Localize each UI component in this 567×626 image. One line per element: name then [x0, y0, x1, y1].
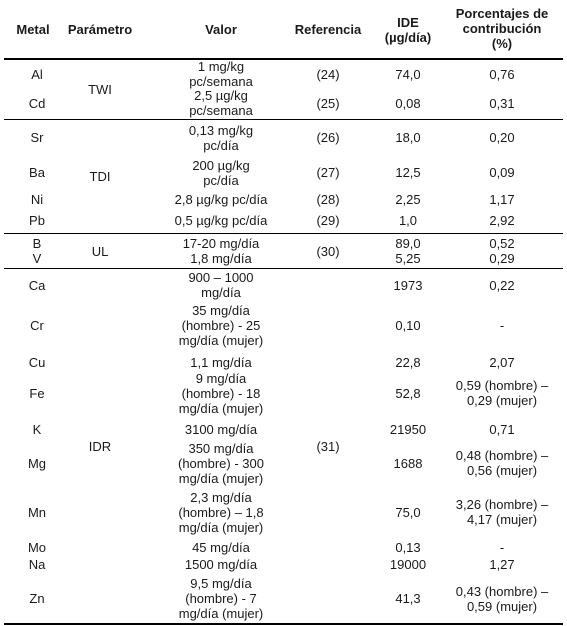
- metal-cell: V: [32, 251, 42, 266]
- metal-cell: Mn: [27, 505, 47, 520]
- ide-cell: 74,0: [395, 67, 421, 82]
- porcentaje-cell: -: [499, 318, 505, 333]
- metal-cell: Mo: [27, 540, 47, 555]
- porcentaje-cell: 0,48 (hombre) – 0,56 (mujer): [455, 448, 549, 478]
- ide-cell: 21950: [389, 422, 427, 437]
- parametro-cell: IDR: [88, 439, 112, 454]
- metal-cell: K: [32, 422, 42, 437]
- bottom-rule: [4, 623, 563, 625]
- ide-cell: 22,8: [395, 355, 421, 370]
- referencia-cell: (25): [316, 96, 340, 111]
- metal-cell: Cr: [30, 318, 44, 333]
- valor-cell: 3100 mg/día: [184, 422, 258, 437]
- valor-cell: 2,5 µg/kg pc/semana: [189, 88, 253, 118]
- parametro-cell: TWI: [88, 82, 112, 97]
- porcentaje-cell: 0,59 (hombre) – 0,29 (mujer): [455, 378, 549, 408]
- metal-cell: Cu: [28, 355, 46, 370]
- referencia-cell: (29): [316, 213, 340, 228]
- porcentaje-cell: 1,17: [489, 192, 515, 207]
- metal-cell: Na: [28, 557, 46, 572]
- metal-cell: Mg: [27, 456, 47, 471]
- metal-cell: Pb: [29, 213, 45, 228]
- metal-cell: B: [32, 236, 42, 251]
- ide-cell: 1688: [393, 456, 423, 471]
- referencia-cell: (31): [316, 439, 340, 454]
- porcentaje-cell: 2,07: [489, 355, 515, 370]
- header-metal: Metal: [16, 22, 50, 37]
- ide-cell: 89,0: [395, 236, 421, 251]
- metal-cell: Ni: [30, 192, 44, 207]
- valor-cell: 9 mg/día (hombre) - 18 mg/día (mujer): [178, 371, 264, 416]
- ide-cell: 1,0: [398, 213, 418, 228]
- ide-cell: 5,25: [395, 251, 421, 266]
- ide-cell: 1973: [393, 278, 423, 293]
- ide-cell: 18,0: [395, 130, 421, 145]
- header-valor: Valor: [205, 22, 237, 37]
- parametro-cell: TDI: [89, 169, 111, 184]
- valor-cell: 35 mg/día (hombre) - 25 mg/día (mujer): [178, 303, 264, 348]
- porcentaje-cell: 0,52: [489, 236, 515, 251]
- porcentaje-cell: 3,26 (hombre) – 4,17 (mujer): [455, 497, 549, 527]
- porcentaje-cell: 0,76: [489, 67, 515, 82]
- ide-cell: 0,08: [395, 96, 421, 111]
- header-porcentajes: Porcentajes de contribución (%): [455, 6, 549, 51]
- porcentaje-cell: 0,31: [489, 96, 515, 111]
- ide-cell: 41,3: [395, 591, 421, 606]
- porcentaje-cell: 0,71: [489, 422, 515, 437]
- metal-cell: Zn: [29, 591, 45, 606]
- porcentaje-cell: 2,92: [489, 213, 515, 228]
- referencia-cell: (24): [316, 67, 340, 82]
- valor-cell: 9,5 mg/día (hombre) - 7 mg/día (mujer): [178, 576, 264, 621]
- ide-cell: 2,25: [395, 192, 421, 207]
- referencia-cell: (27): [316, 165, 340, 180]
- valor-cell: 900 – 1000 mg/día: [188, 270, 254, 300]
- ide-cell: 19000: [389, 557, 427, 572]
- ide-cell: 0,10: [395, 318, 421, 333]
- metal-cell: Cd: [28, 96, 46, 111]
- ide-cell: 75,0: [395, 505, 421, 520]
- valor-cell: 45 mg/día: [192, 540, 250, 555]
- valor-cell: 0,13 mg/kg pc/día: [188, 123, 254, 153]
- valor-cell: 0,5 µg/kg pc/día: [174, 213, 268, 228]
- valor-cell: 1 mg/kg pc/semana: [189, 59, 253, 89]
- valor-cell: 1,1 mg/día: [190, 355, 252, 370]
- ide-cell: 52,8: [395, 386, 421, 401]
- ide-cell: 12,5: [395, 165, 421, 180]
- porcentaje-cell: 0,09: [489, 165, 515, 180]
- valor-cell: 200 µg/kg pc/día: [192, 158, 250, 188]
- porcentaje-cell: 0,20: [489, 130, 515, 145]
- referencia-cell: (30): [316, 244, 340, 259]
- group-divider: [4, 233, 563, 234]
- group-divider: [4, 268, 563, 269]
- referencia-cell: (28): [316, 192, 340, 207]
- metal-cell: Al: [31, 67, 43, 82]
- valor-cell: 350 mg/día (hombre) - 300 mg/día (mujer): [178, 441, 264, 486]
- porcentaje-cell: 0,29: [489, 251, 515, 266]
- valor-cell: 1500 mg/día: [184, 557, 258, 572]
- valor-cell: 2,3 mg/día (hombre) – 1,8 mg/día (mujer): [178, 490, 264, 535]
- valor-cell: 17-20 mg/día: [182, 236, 260, 251]
- porcentaje-cell: 0,22: [489, 278, 515, 293]
- referencia-cell: (26): [316, 130, 340, 145]
- porcentaje-cell: 1,27: [489, 557, 515, 572]
- metal-cell: Ca: [28, 278, 46, 293]
- header-ide: IDE (µg/día): [384, 15, 432, 45]
- header-parametro: Parámetro: [67, 22, 133, 37]
- ide-cell: 0,13: [395, 540, 421, 555]
- header-referencia: Referencia: [294, 22, 362, 37]
- valor-cell: 2,8 µg/kg pc/día: [174, 192, 268, 207]
- parametro-cell: UL: [91, 244, 109, 259]
- group-divider: [4, 119, 563, 120]
- metal-cell: Fe: [29, 386, 45, 401]
- valor-cell: 1,8 mg/día: [190, 251, 252, 266]
- porcentaje-cell: 0,43 (hombre) – 0,59 (mujer): [455, 584, 549, 614]
- metal-cell: Sr: [30, 130, 44, 145]
- metal-cell: Ba: [29, 165, 45, 180]
- porcentaje-cell: -: [499, 540, 505, 555]
